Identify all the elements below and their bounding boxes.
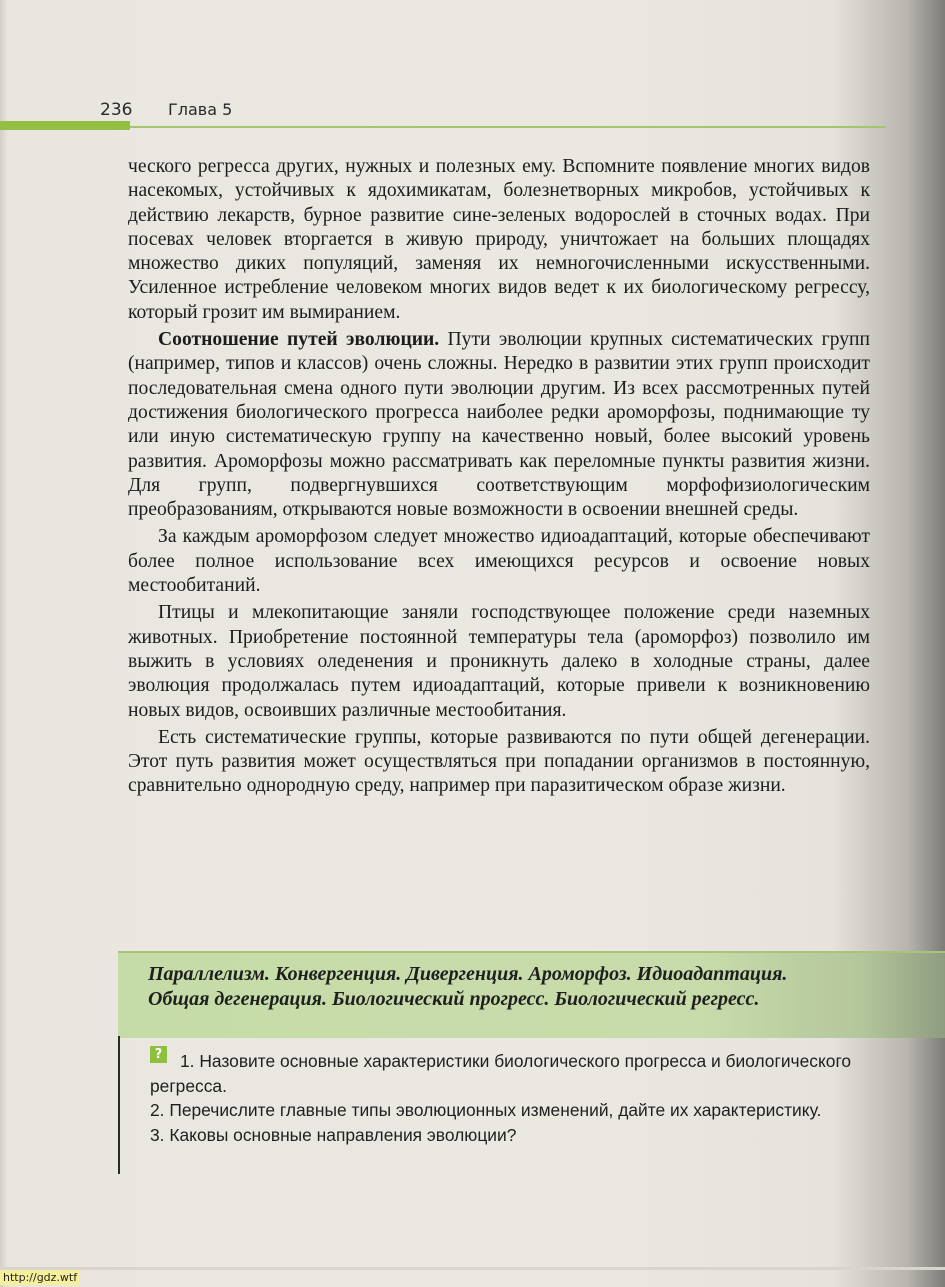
question-icon: ? — [150, 1046, 167, 1063]
page-edge — [0, 0, 8, 1287]
paragraph: ческого регресса других, нужных и полезных ему. Вспомните появление многих видов насекомых, устойчивых к ядохимикатам, болезнетворных микробов, устойчивых к действию лекарств, бурное развитие сине-зеленых водорослей в сточных водах. При посевах человек вторгается в живую природу, уничтожает на больших площадях множество диких популяций, заменяя их немногочисленными искусственными. Усиленное истребление человеком многих видов ведет к их биологическому регрессу, который грозит им вымиранием. — [128, 156, 870, 323]
paragraph — [128, 328, 870, 522]
questions-list — [150, 1049, 870, 1147]
page-number: 236 — [100, 100, 133, 120]
header-rule — [130, 126, 886, 128]
watermark-link[interactable]: http://gdz.wtf — [0, 1270, 80, 1285]
header-accent-bar — [0, 121, 130, 130]
key-terms: Параллелизм. Конвергенция. Дивергенция. Ароморфоз. Идиоадаптация. Общая дегенерация. Биологический прогресс. Биологический регресс. — [148, 963, 788, 1010]
page-header — [0, 96, 890, 136]
paragraph: Есть систематические группы, которые развиваются по пути общей дегенерации. Этот путь развития может осуществляться при попадании организмов в постоянную, сравнительно однородную среду, например при паразитическом образе жизни. — [128, 726, 870, 797]
paragraph: За каждым ароморфозом следует множество идиоадаптаций, которые обеспечивают более полное использование всех имеющихся ресурсов и освоение новых местообитаний. — [128, 526, 870, 597]
paragraph: Птицы и млекопитающие заняли господствующее положение среди наземных животных. Приобретение постоянной температуры тела (ароморфоз) позволило им выжить в условиях оледенения и проникнуть далеко в холодные страны, далее эволюция продолжалась путем идиоадаптаций, которые привели к возникновению новых видов, освоивших различные местообитания. — [128, 602, 870, 721]
questions-box — [118, 1036, 880, 1174]
question-item: 3. Каковы основные направления эволюции? — [150, 1124, 517, 1145]
chapter-title: Глава 5 — [168, 100, 233, 119]
main-text — [128, 155, 870, 802]
section-heading: Соотношение путей эволюции. — [158, 329, 440, 351]
paragraph-text: Пути эволюции крупных систематических групп (например, типов и классов) очень сложны. Нередко в развитии этих групп происходит последовательная смена одного пути эволюции другим. Из всех рассмотренных путей достижения биологического прогресса наиболее редки ароморфозы, поднимающие ту или иную систематическую группу на качественно новый, более высокий уровень развития. Ароморфозы можно рассматривать как переломные пункты развития жизни. Для групп, подвергнувшихся соответствующим морфофизиологическим преобразованиям, открываются новые возможности в освоении внешней среды. — [128, 329, 870, 521]
question-item: 1. Назовите основные характеристики биологического прогресса и биологического регресса. — [150, 1051, 852, 1096]
page-bottom-edge — [0, 1267, 945, 1270]
question-item: 2. Перечислите главные типы эволюционных изменений, дайте их характеристику. — [150, 1100, 822, 1120]
key-terms-box — [118, 951, 945, 1038]
